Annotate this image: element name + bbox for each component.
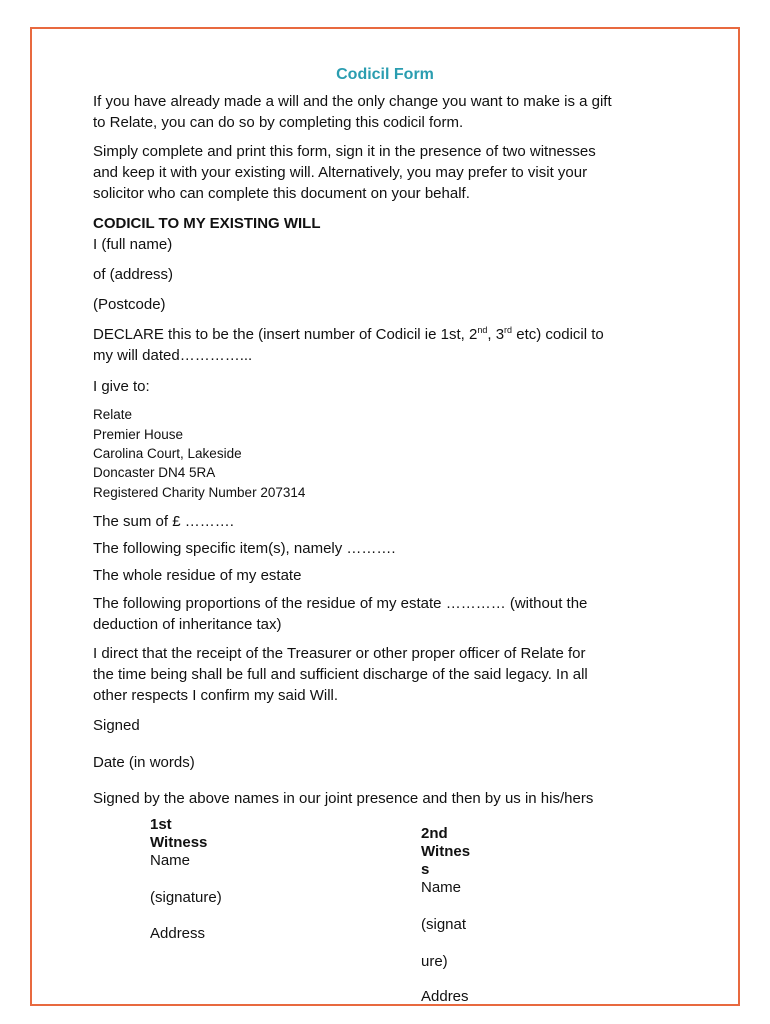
address-label: of (address) [93, 266, 174, 283]
witness1-signature-label: (signature) [150, 889, 222, 906]
give-to-label: I give to: [93, 378, 150, 395]
form-title: Codicil Form [336, 66, 434, 83]
charity-number: Registered Charity Number 207314 [93, 485, 306, 500]
relate-address-line-2: Carolina Court, Lakeside [93, 446, 242, 461]
direction-line-1: I direct that the receipt of the Treasurer or other proper officer of Relate for [93, 645, 586, 662]
witness1-heading-1: 1st [150, 816, 172, 833]
witness1-name-label: Name [150, 852, 191, 869]
intro-line-1: If you have already made a will and the only change you want to make is a gift [93, 93, 612, 110]
intro-line-2: to Relate, you can do so by completing this codicil form. [93, 114, 464, 131]
whole-residue-line: The whole residue of my estate [93, 567, 302, 584]
proportions-line-2: deduction of inheritance tax) [93, 616, 282, 633]
witness2-name-label: Name [421, 879, 462, 896]
proportions-line-1: The following proportions of the residue of my estate ………… (without the [93, 595, 588, 612]
specific-items-line: The following specific item(s), namely ………. [93, 540, 396, 557]
witness2-heading-3: s [421, 861, 430, 878]
instructions-line-3: solicitor who can complete this document on your behalf. [93, 185, 470, 202]
signed-label: Signed [93, 717, 140, 734]
direction-line-3: other respects I confirm my said Will. [93, 687, 339, 704]
date-in-words-label: Date (in words) [93, 754, 195, 771]
postcode-label: (Postcode) [93, 296, 166, 313]
witness2-signature-label-1: (signat [421, 916, 467, 933]
declare-line-2: my will dated…………... [93, 347, 253, 364]
witness2-heading-2: Witnes [421, 843, 471, 860]
instructions-line-2: and keep it with your existing will. Alternatively, you may prefer to visit your [93, 164, 588, 181]
witness1-address-label: Address [150, 925, 206, 942]
joint-presence-line: Signed by the above names in our joint presence and then by us in his/hers [93, 790, 594, 807]
declare-line-1: DECLARE this to be the (insert number of Codicil ie 1st, 2nd, 3rd etc) codicil to [93, 325, 604, 343]
relate-address-line-1: Premier House [93, 427, 184, 442]
section-heading: CODICIL TO MY EXISTING WILL [93, 215, 321, 232]
witness2-address-label: Addres [421, 988, 469, 1005]
witness1-heading-2: Witness [150, 834, 208, 851]
direction-line-2: the time being shall be full and sufficient discharge of the said legacy. In all [93, 666, 588, 683]
witness2-heading-1: 2nd [421, 825, 448, 842]
full-name-label: I (full name) [93, 236, 173, 253]
witness2-signature-label-2: ure) [421, 953, 448, 970]
relate-name: Relate [93, 407, 133, 422]
instructions-line-1: Simply complete and print this form, sign it in the presence of two witnesses [93, 143, 596, 160]
relate-address-line-3: Doncaster DN4 5RA [93, 465, 216, 480]
sum-line: The sum of £ ………. [93, 513, 234, 530]
